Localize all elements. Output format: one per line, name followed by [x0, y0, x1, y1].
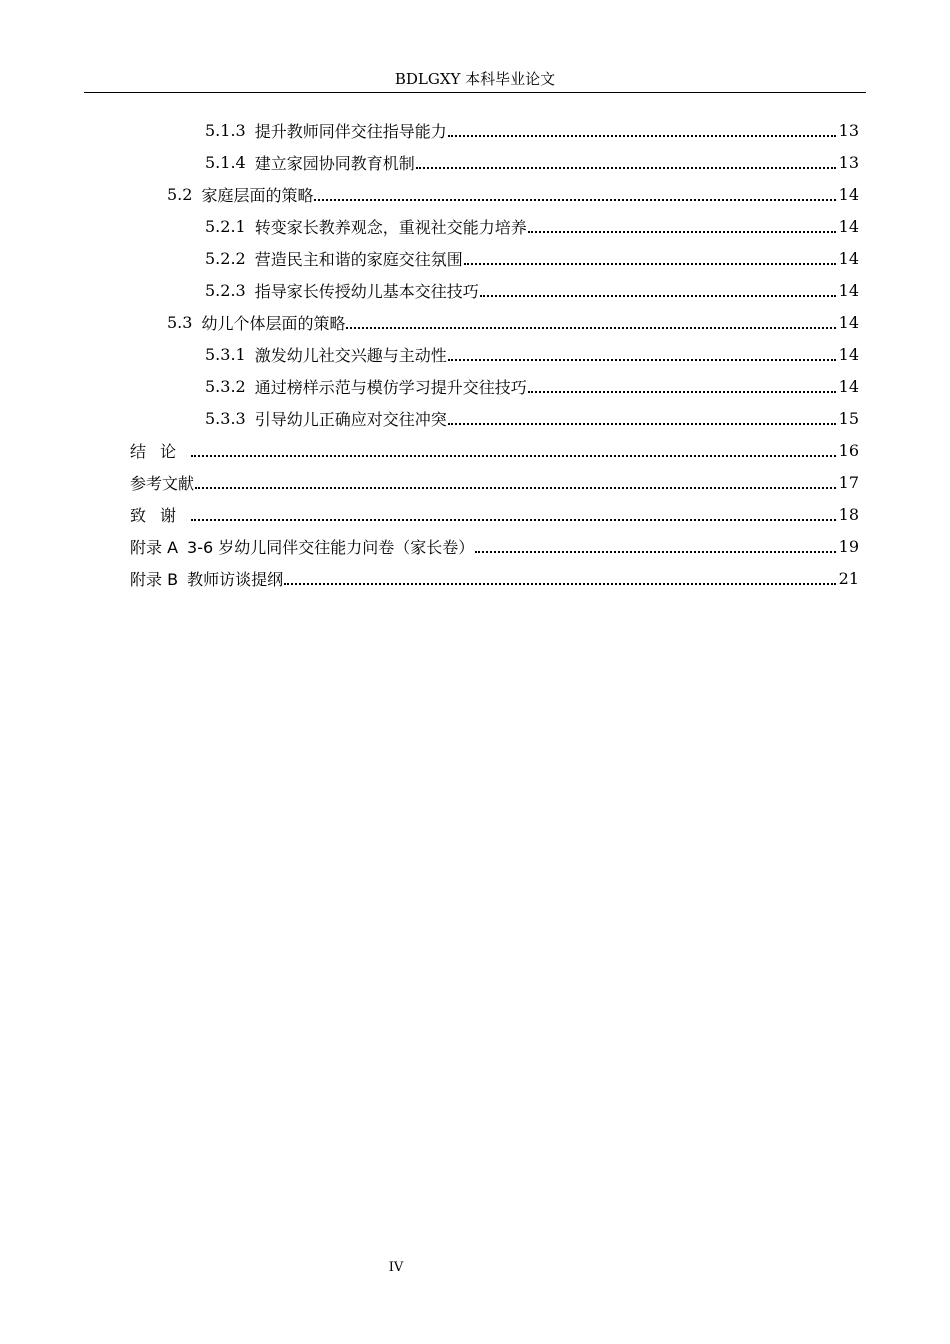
header-rule: [84, 92, 866, 93]
toc-entry-title: 引导幼儿正确应对交往冲突: [254, 409, 447, 429]
toc-dot-leader: [475, 550, 836, 553]
toc-entry-page: 16: [838, 440, 859, 460]
toc-entry-page: 14: [838, 216, 859, 236]
toc-entry[interactable]: [0, 466, 950, 498]
toc-entry-page: 14: [838, 248, 859, 268]
toc-entry[interactable]: [0, 114, 950, 146]
toc-entry-title: 营造民主和谐的家庭交往氛围: [254, 249, 463, 269]
toc-entry-title: 结论: [130, 441, 191, 461]
toc-entry-number: 5.3.3: [205, 408, 246, 428]
toc-entry-page: 18: [838, 504, 859, 524]
toc-entry[interactable]: [0, 242, 950, 274]
toc-entry-title: 致谢: [130, 505, 191, 525]
toc-entry[interactable]: [0, 498, 950, 530]
toc-dot-leader: [448, 358, 836, 361]
toc-entry[interactable]: [0, 210, 950, 242]
table-of-contents: [0, 114, 950, 594]
toc-entry-number: 5.3: [167, 312, 193, 332]
toc-entry-page: 19: [838, 536, 859, 556]
toc-dot-leader: [284, 582, 836, 585]
toc-entry[interactable]: [0, 306, 950, 338]
toc-entry-title: 幼儿个体层面的策略: [201, 313, 346, 333]
toc-entry[interactable]: [0, 402, 950, 434]
toc-entry[interactable]: [0, 370, 950, 402]
toc-entry-number: 5.2.3: [205, 280, 246, 300]
toc-entry-title: 提升教师同伴交往指导能力: [254, 121, 447, 141]
toc-entry[interactable]: [0, 146, 950, 178]
toc-entry[interactable]: [0, 530, 950, 562]
toc-entry-title: 激发幼儿社交兴趣与主动性: [254, 345, 447, 365]
toc-entry[interactable]: [0, 562, 950, 594]
toc-entry-page: 14: [838, 312, 859, 332]
toc-entry-number: 5.2.2: [205, 248, 246, 268]
toc-dot-leader: [448, 422, 836, 425]
toc-dot-leader: [191, 454, 836, 457]
toc-entry-page: 13: [838, 120, 859, 140]
toc-entry-page: 14: [838, 344, 859, 364]
toc-entry-title: 通过榜样示范与模仿学习提升交往技巧: [254, 377, 527, 397]
toc-entry-page: 21: [838, 568, 859, 588]
toc-entry-page: 14: [838, 184, 859, 204]
toc-entry-number: 5.3.2: [205, 376, 246, 396]
toc-entry-title: 参考文献: [130, 473, 195, 493]
toc-entry-number: 5.1.3: [205, 120, 246, 140]
toc-dot-leader: [416, 166, 836, 169]
toc-entry-page: 14: [838, 280, 859, 300]
page-number: IV: [388, 1260, 404, 1275]
toc-dot-leader: [528, 230, 836, 233]
toc-entry-number: 5.2: [167, 184, 193, 204]
toc-dot-leader: [448, 134, 836, 137]
toc-entry[interactable]: [0, 338, 950, 370]
toc-entry-title: 教师访谈提纲: [187, 569, 284, 589]
toc-dot-leader: [314, 198, 836, 201]
toc-dot-leader: [528, 390, 836, 393]
toc-entry-number: 附录 B: [130, 569, 179, 589]
toc-entry[interactable]: [0, 434, 950, 466]
toc-entry[interactable]: [0, 274, 950, 306]
toc-entry-number: 5.3.1: [205, 344, 246, 364]
toc-entry-number: 5.1.4: [205, 152, 246, 172]
toc-entry-title: 建立家园协同教育机制: [254, 153, 415, 173]
toc-entry-number: 附录 A: [130, 537, 179, 557]
toc-entry-title: 转变家长教养观念，重视社交能力培养: [254, 217, 527, 237]
toc-entry-title: 家庭层面的策略: [201, 185, 314, 205]
toc-entry-page: 15: [838, 408, 859, 428]
toc-dot-leader: [195, 486, 836, 489]
toc-entry-title: 指导家长传授幼儿基本交往技巧: [254, 281, 479, 301]
toc-dot-leader: [191, 518, 836, 521]
toc-entry-page: 13: [838, 152, 859, 172]
toc-entry-page: 17: [838, 472, 859, 492]
toc-entry-number: 5.2.1: [205, 216, 246, 236]
page-header: BDLGXY 本科毕业论文: [394, 70, 556, 88]
toc-dot-leader: [346, 326, 836, 329]
toc-entry[interactable]: [0, 178, 950, 210]
toc-entry-title: 3-6 岁幼儿同伴交往能力问卷（家长卷）: [187, 537, 475, 557]
toc-entry-page: 14: [838, 376, 859, 396]
toc-dot-leader: [480, 294, 836, 297]
toc-dot-leader: [464, 262, 836, 265]
